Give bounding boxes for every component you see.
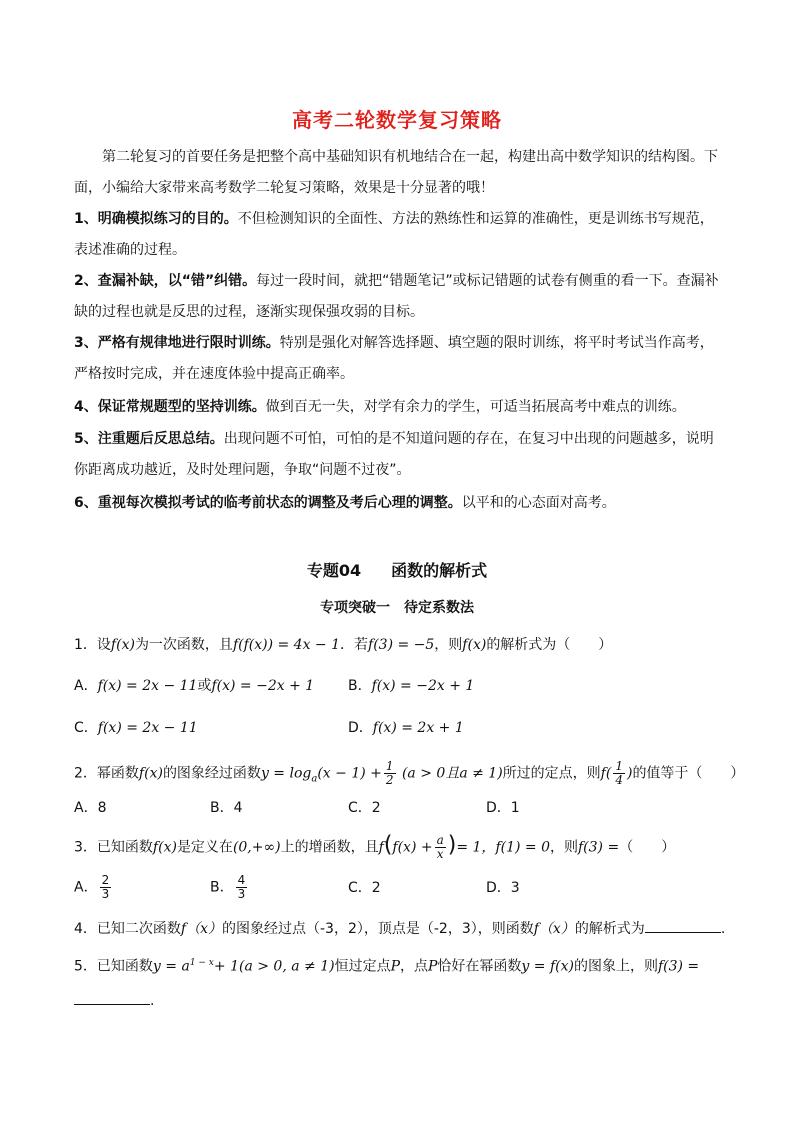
q4-math: f（x）: [180, 921, 222, 937]
question-3: [74, 834, 675, 861]
q5-text: 恒过定点: [334, 958, 391, 975]
option-value: 2: [371, 880, 381, 896]
fraction-denominator: 3: [101, 887, 110, 901]
tip-6-body: 以平和的心态面对高考。: [461, 495, 616, 511]
q3-option-b[interactable]: [210, 874, 249, 901]
option-value: 8: [97, 800, 107, 816]
q2-text: 的图象经过函数: [162, 765, 261, 782]
q1-text: ，则: [434, 637, 463, 653]
q2-text: 2．幂函数: [74, 765, 139, 782]
fraction-numerator: a: [436, 833, 444, 847]
tip-6-head: 6、重视每次模拟考试的临考前状态的调整及考后心理的调整。: [74, 495, 462, 511]
q4-answer-blank[interactable]: [645, 918, 721, 933]
q5-math: f(3) =: [657, 958, 700, 975]
q1-option-a[interactable]: [74, 676, 314, 696]
option-math: f(x) = −2x + 1: [371, 678, 475, 694]
q3-text: ，则: [550, 839, 578, 856]
document-title: 高考二轮数学复习策略: [292, 108, 502, 132]
q2-option-d[interactable]: [486, 798, 520, 818]
option-label: B．: [348, 678, 372, 694]
q5-text: 的图象上，则: [573, 958, 658, 975]
tip-5-body: 出现问题不可怕，可怕的是不知道问题的存在，在复习中出现的问题越多，说明你距离成功越近，及时处理问题，争取“问题不过夜”。: [74, 431, 714, 478]
q3-option-d[interactable]: [486, 878, 520, 898]
question-5: [74, 953, 699, 977]
tip-5-head: 5、注重题后反思总结。: [74, 431, 224, 447]
q2-math: ): [626, 765, 633, 782]
q2-math: f(: [600, 765, 612, 782]
q1-math: f(f(x)) = 4x − 1: [232, 637, 341, 653]
q4-text: .: [720, 921, 726, 937]
topic-name: 函数的解析式: [391, 561, 488, 580]
question-2: [74, 760, 744, 789]
q1-option-c[interactable]: [74, 718, 198, 738]
q3-math: (0,+∞): [232, 839, 281, 856]
option-text: 或: [197, 678, 212, 694]
q2-math: (x − 1) +: [317, 765, 382, 782]
q3-option-a[interactable]: [74, 874, 113, 901]
q3-math: f(x) +: [392, 839, 433, 856]
q1-text: 的解析式为（ ）: [486, 637, 613, 653]
tip-3: [74, 328, 726, 390]
tip-3-head: 3、严格有规律地进行限时训练。: [74, 335, 280, 351]
q3-math: = 1，: [456, 839, 496, 856]
q3-text: 3．已知函数: [74, 839, 153, 856]
fraction-numerator: 4: [237, 873, 246, 887]
q3-math: f(3) =: [578, 839, 620, 856]
q3-text: 上的增函数，且: [280, 839, 379, 856]
option-math: f(x) = 2x − 11: [97, 678, 198, 694]
fraction-numerator: 1: [615, 759, 623, 773]
tip-4-head: 4、保证常规题型的坚持训练。: [74, 399, 266, 415]
q3-fraction: [435, 834, 446, 861]
topic-number: 专题04: [306, 561, 362, 580]
option-fraction: [236, 874, 248, 901]
q2-fraction: [384, 760, 396, 787]
q3-math: f(1) = 0: [495, 839, 550, 856]
option-label: C．: [348, 880, 372, 896]
option-label: C．: [74, 720, 98, 736]
q5-answer-line: [74, 990, 154, 1011]
option-fraction: [100, 874, 112, 901]
option-label: A．: [74, 879, 98, 896]
fraction-numerator: 1: [385, 759, 394, 773]
option-value: 2: [371, 800, 381, 816]
question-4: [74, 918, 725, 939]
q2-math: f(x): [138, 765, 163, 782]
fraction-denominator: 4: [615, 773, 623, 787]
option-math: f(x) = 2x − 11: [97, 720, 198, 736]
section-number: 专项突破一: [320, 600, 390, 616]
fraction-denominator: 2: [385, 773, 394, 787]
tip-2-body: 每过一段时间，就把“错题笔记”或标记错题的试卷有侧重的看一下。查漏补缺的过程也就是反思的过程，逐渐实现保强攻弱的目标。: [74, 273, 719, 320]
q1-option-b[interactable]: [348, 676, 474, 696]
q5-math: + 1(a > 0, a ≠ 1): [213, 958, 335, 975]
q5-text: .: [150, 993, 155, 1009]
q1-option-d[interactable]: [348, 718, 464, 738]
option-label: D．: [486, 880, 511, 896]
q2-text: 的值等于（ ）: [632, 765, 745, 782]
fraction-numerator: 2: [101, 873, 110, 887]
option-label: D．: [348, 720, 373, 736]
section-name: 待定系数法: [404, 600, 474, 616]
q2-option-a[interactable]: [74, 798, 107, 818]
q2-math: a: [311, 773, 318, 785]
q1-text: 1．设: [74, 637, 111, 653]
q5-text: ，点: [400, 958, 428, 975]
q5-math: y = f(x): [521, 958, 574, 975]
q1-text: ．若: [340, 637, 369, 653]
option-value: 3: [510, 880, 520, 896]
q5-math: 1 − x: [189, 958, 214, 968]
section-heading: [0, 597, 794, 617]
q3-paren-close: ): [447, 832, 457, 858]
q5-math: P: [428, 958, 438, 975]
option-math: f(x) = 2x + 1: [372, 720, 464, 736]
tip-1-body: 不但检测知识的全面性、方法的熟练性和运算的准确性，更是训练书写规范，表述准确的过程。: [74, 211, 714, 258]
q2-math: y = log: [260, 765, 312, 782]
q3-text: （ ）: [619, 839, 676, 856]
q3-math: f(x): [152, 839, 177, 856]
q2-math: (a > 0且a ≠ 1): [401, 765, 503, 782]
question-1: [74, 635, 612, 655]
q4-math: f（x）: [533, 921, 575, 937]
q1-math: f(3) = −5: [368, 637, 435, 653]
q3-text: 是定义在: [176, 839, 233, 856]
option-value: 4: [233, 800, 243, 816]
tip-2-head: 2、查漏补缺，以“错”纠错。: [74, 273, 257, 289]
option-math: f(x) = −2x + 1: [211, 678, 315, 694]
tip-5: [74, 424, 726, 486]
tip-3-body: 特别是强化对解答选择题、填空题的限时训练，将平时考试当作高考，严格按时完成，并在速度体验中提高正确率。: [74, 335, 714, 382]
q4-text: 的解析式为: [574, 921, 645, 937]
tip-2: [74, 266, 726, 328]
q2-option-c[interactable]: [348, 798, 381, 818]
q3-math: f: [378, 839, 384, 856]
topic-heading: [0, 558, 794, 581]
tip-1: [74, 204, 726, 266]
option-label: B．: [210, 800, 234, 816]
option-label: C．: [348, 800, 372, 816]
q1-text: 为一次函数，且: [134, 637, 233, 653]
q5-text: 恰好在幂函数: [437, 958, 522, 975]
q5-text: 5．已知函数: [74, 958, 153, 975]
q1-math: f(x): [110, 637, 135, 653]
q3-paren-open: (: [383, 832, 393, 858]
q2-option-b[interactable]: [210, 798, 243, 818]
tip-1-head: 1、明确模拟练习的目的。: [74, 211, 238, 227]
tip-4: [74, 392, 726, 423]
option-label: A．: [74, 678, 98, 694]
q4-text: 4．已知二次函数: [74, 921, 181, 937]
tip-4-body: 做到百无一失，对学有余力的学生，可适当拓展高考中难点的训练。: [265, 399, 686, 415]
intro-paragraph: 第二轮复习的首要任务是把整个高中基础知识有机地结合在一起，构建出高中数学知识的结构图。下面，小编给大家带来高考数学二轮复习策略，效果是十分显著的哦！: [74, 149, 718, 196]
fraction-denominator: x: [436, 847, 444, 861]
q2-fraction: [613, 760, 625, 787]
option-value: 1: [510, 800, 520, 816]
option-label: A．: [74, 800, 98, 816]
fraction-denominator: 3: [237, 887, 246, 901]
tip-6: [74, 488, 726, 519]
q2-text: 所过的定点，则: [502, 765, 601, 782]
q5-math: y = a: [152, 958, 190, 975]
q1-math: f(x): [462, 637, 487, 653]
q3-option-c[interactable]: [348, 878, 381, 898]
q5-math: P: [390, 958, 400, 975]
option-label: B．: [210, 879, 234, 896]
option-label: D．: [486, 800, 511, 816]
q5-answer-blank[interactable]: [74, 990, 150, 1005]
q4-text: 的图象经过点（-3，2），顶点是（-2，3），则函数: [222, 921, 534, 937]
